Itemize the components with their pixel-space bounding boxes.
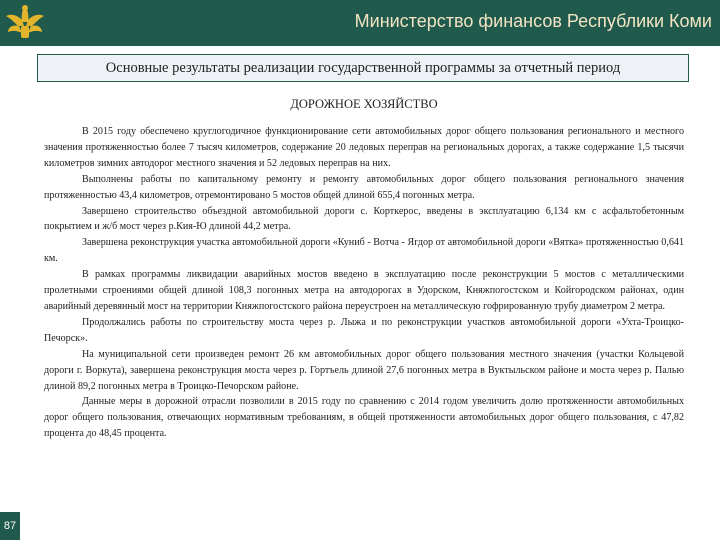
paragraph: В рамках программы ликвидации аварийных мостов введено в эксплуатацию после реконструкции 5 мостов с металлическими пролетными строениями общей длиной 108,3 погонных метра на автодорогах в Удорском, Княжпогостском и Койгородском районах, один аварийный деревянный мост на территории Княжпогостского района переустроен на металлическую гофрированную трубу диаметром 2 метра. — [44, 269, 684, 312]
paragraph: Продолжались работы по строительству моста через р. Лыжа и по реконструкции участков автомобильной дороги «Ухта-Троицко-Печорск». — [44, 316, 684, 344]
ministry-title: Министерство финансов Республики Коми — [354, 11, 712, 31]
body-text — [44, 124, 684, 442]
left-margin-bar — [0, 46, 20, 540]
section-title: ДОРОЖНОЕ ХОЗЯЙСТВО — [290, 97, 438, 111]
subtitle-box — [37, 54, 689, 82]
header-bar — [0, 0, 720, 46]
slide-subtitle: Основные результаты реализации государственной программы за отчетный период — [105, 60, 621, 76]
paragraph: Выполнены работы по капитальному ремонту и ремонту автомобильных дорог общего пользования регионального значения протяженностью 43,4 километров, отремонтировано 5 мостов общей длиной 655,4 погонных метра. — [44, 173, 684, 201]
paragraph: Завершена реконструкция участка автомобильной дороги «Куниб - Вотча - Ягдор от автомобильной дороги «Вятка» протяженностью 0,641 км. — [44, 237, 684, 265]
komi-emblem-icon — [2, 0, 48, 44]
paragraph: Данные меры в дорожной отрасли позволили в 2015 году по сравнению с 2014 годом увеличить долю протяженности автомобильных дорог общего пользования, отвечающих нормативным требованиям, в общей протяженности автомобильных дорог общего пользования, с 47,82 процента до 48,45 процента. — [44, 396, 684, 440]
page-number: 87 — [0, 512, 20, 540]
paragraph: Завершено строительство объездной автомобильной дороги с. Корткерос, введены в эксплуатацию 6,134 км с асфальтобетонным покрытием и ж/б мост через р.Кия-Ю длиной 44,2 метра. — [44, 205, 684, 233]
paragraph: На муниципальной сети произведен ремонт 26 км автомобильных дорог общего пользования местного значения (участки Кольцевой дороги г. Воркута), завершена реконструкция моста через р. Гортъель длиной 27,6 погонных метра в Вуктыльском районе и моста через р. Палью длиной 89,2 погонных метра в Троицко-Печорском районе. — [44, 348, 684, 392]
paragraph: В 2015 году обеспечено круглогодичное функционирование сети автомобильных дорог общего пользования регионального и местного значения протяженностью более 7 тысяч километров, содержание 20 ледовых переправ на региональных дорогах, а также содержание 1,5 тысячи километров зимних автодорог местного значения и 52 ледовых переправ на них. — [44, 126, 684, 169]
